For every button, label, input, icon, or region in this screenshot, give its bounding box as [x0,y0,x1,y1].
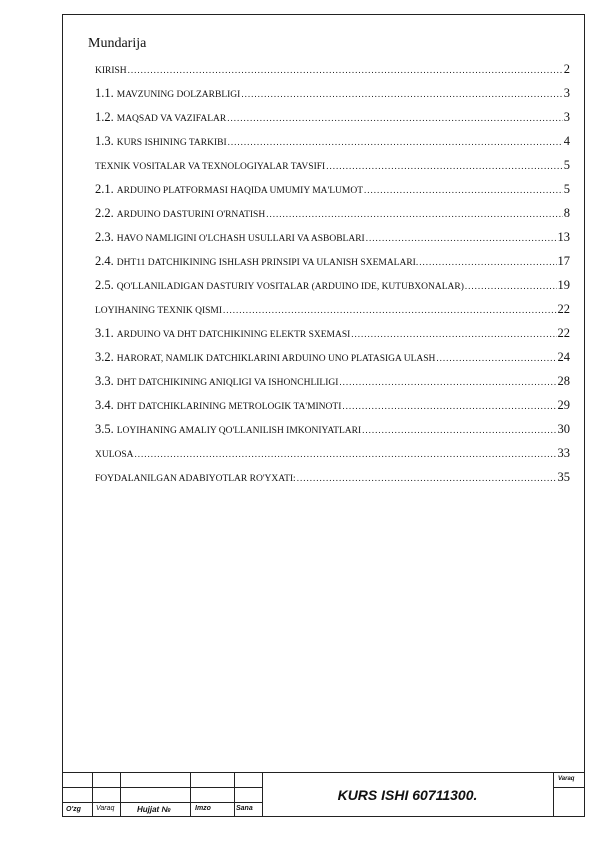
table-of-contents [95,57,570,489]
toc-entry-title: DHT DATCHIKLARINING METROLOGIK TA'MINOTI [116,402,342,412]
toc-leader-dots [326,154,563,178]
toc-entry[interactable] [95,441,570,465]
col-hujjat-label: Hujjat № [137,805,171,814]
toc-entry[interactable] [95,129,570,153]
col-varaq-label: Varaq [96,805,115,812]
toc-entry-page: 13 [557,230,570,244]
toc-entry-title: ARDUINO DASTURINI O'RNATISH [116,210,266,220]
toc-entry[interactable] [95,57,570,81]
toc-entry-number: 3.5. [95,422,114,436]
toc-entry[interactable] [95,249,570,273]
col-imzo-label: Imzo [195,805,211,812]
toc-entry[interactable] [95,465,570,489]
toc-entry-number: 2.4. [95,254,114,268]
toc-entry-page: 22 [557,326,570,340]
toc-entry-title: KURS ISHINING TARKIBI [116,138,227,148]
toc-entry-page: 35 [557,470,570,484]
toc-entry-title: MAQSAD VA VAZIFALAR [116,114,227,124]
toc-entry-page: 28 [557,374,570,388]
toc-entry-title: FOYDALANILGAN ADABIYOTLAR RO'YXATI: [95,474,296,484]
toc-entry-title: TEXNIK VOSITALAR VA TEXNOLOGIYALAR TAVSIFI [95,162,326,172]
toc-entry-number: 3.1. [95,326,114,340]
toc-entry-title: MAVZUNING DOLZARBLIGI [116,90,241,100]
toc-entry-title: QO'LLANILADIGAN DASTURIY VOSITALAR (ARDUINO IDE, KUTUBXONALAR) [116,282,464,292]
toc-leader-dots [227,106,563,130]
toc-entry-title: HARORAT, NAMLIK DATCHIKLARINI ARDUINO UNO PLATASIGA ULASH [116,354,436,364]
toc-entry-number: 2.1. [95,182,114,196]
toc-entry-page: 19 [557,278,570,292]
toc-entry-page: 22 [557,302,570,316]
toc-entry-title: XULOSA [95,450,134,460]
toc-entry-title: LOYIHANING AMALIY QO'LLANILISH IMKONIYATLARI [116,426,362,436]
toc-entry[interactable] [95,273,570,297]
toc-leader-dots [364,178,563,202]
toc-entry[interactable] [95,81,570,105]
toc-entry-number: 3.2. [95,350,114,364]
toc-entry-number: 2.2. [95,206,114,220]
sheet-label: Varaq [558,776,575,782]
toc-entry[interactable] [95,153,570,177]
toc-entry-page: 5 [563,182,570,196]
toc-entry[interactable] [95,105,570,129]
toc-leader-dots [223,298,556,322]
toc-leader-dots [362,418,556,442]
toc-entry[interactable] [95,369,570,393]
toc-leader-dots [342,394,556,418]
toc-entry-page: 8 [563,206,570,220]
toc-entry-page: 30 [557,422,570,436]
toc-leader-dots [266,202,563,226]
title-block [62,772,585,817]
toc-entry-page: 3 [563,110,570,124]
toc-leader-dots [135,442,557,466]
toc-entry-title: ARDUINO VA DHT DATCHIKINING ELEKTR SXEMASI [116,330,351,340]
toc-entry[interactable] [95,177,570,201]
toc-entry-title: DHT11 DATCHIKINING ISHLASH PRINSIPI VA ULANISH SXEMALARI. [116,258,419,268]
toc-entry-page: 4 [563,134,570,148]
col-sana-label: Sana [236,805,253,812]
toc-entry-page: 33 [557,446,570,460]
toc-entry-title: DHT DATCHIKINING ANIQLIGI VA ISHONCHLILIGI [116,378,339,388]
toc-leader-dots [241,82,562,106]
toc-entry-title: KIRISH [95,66,127,76]
toc-title: Mundarija [88,36,147,51]
toc-entry-page: 17 [557,254,570,268]
toc-entry-number: 1.1. [95,86,114,100]
toc-leader-dots [419,250,556,274]
toc-entry[interactable] [95,201,570,225]
toc-entry-number: 2.5. [95,278,114,292]
toc-entry-number: 3.3. [95,374,114,388]
col-izm-label: O'zg [66,806,81,813]
toc-entry-title: LOYIHANING TEXNIK QISMI [95,306,223,316]
toc-entry-number: 1.2. [95,110,114,124]
toc-leader-dots [351,322,556,346]
toc-entry-page: 5 [563,158,570,172]
toc-entry[interactable] [95,297,570,321]
toc-entry-number: 1.3. [95,134,114,148]
toc-leader-dots [228,130,563,154]
toc-entry[interactable] [95,417,570,441]
toc-leader-dots [366,226,557,250]
toc-entry-page: 3 [563,86,570,100]
toc-entry-page: 24 [557,350,570,364]
document-code: KURS ISHI 60711300. [337,787,478,803]
toc-entry[interactable] [95,225,570,249]
toc-entry-number: 2.3. [95,230,114,244]
toc-entry[interactable] [95,393,570,417]
toc-entry-number: 3.4. [95,398,114,412]
toc-leader-dots [339,370,556,394]
toc-entry[interactable] [95,345,570,369]
toc-entry[interactable] [95,321,570,345]
toc-entry-page: 2 [563,62,570,76]
toc-entry-title: ARDUINO PLATFORMASI HAQIDA UMUMIY MA'LUMOT [116,186,364,196]
toc-leader-dots [128,58,563,82]
toc-entry-title: HAVO NAMLIGINI O'LCHASH USULLARI VA ASBOBLARI [116,234,365,244]
toc-leader-dots [465,274,557,298]
toc-leader-dots [436,346,556,370]
toc-leader-dots [297,466,557,490]
toc-entry-page: 29 [557,398,570,412]
